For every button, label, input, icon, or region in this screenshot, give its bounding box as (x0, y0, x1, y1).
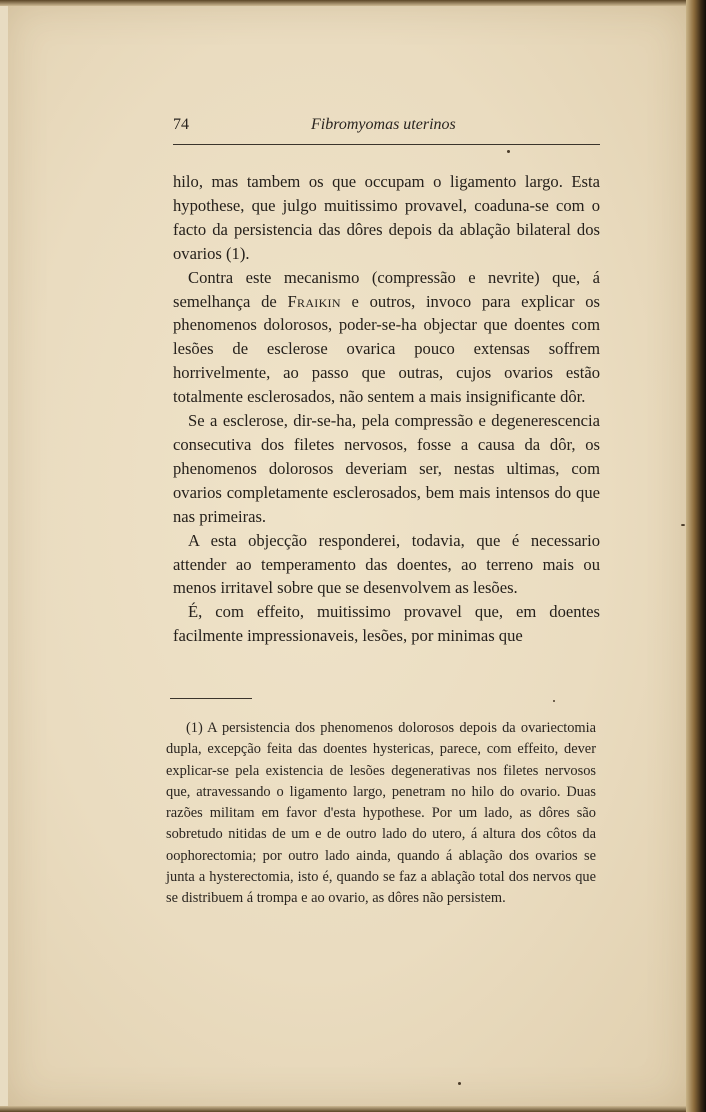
footnote-rule (170, 698, 252, 699)
footnote (166, 718, 596, 910)
paragraph-1: hilo, mas tambem os que occupam o ligamento largo. Esta hypothese, que julgo muitissimo provavel, coaduna-se com o facto da persistencia das dôres depois da ablação bilateral dos ovarios (1). (173, 172, 600, 263)
paper-speck (553, 700, 555, 702)
paragraph-2 (173, 266, 600, 409)
paper-speck (681, 524, 685, 526)
page-number: 74 (173, 116, 189, 133)
book-spine-shadow (686, 0, 706, 1112)
top-edge (0, 0, 706, 6)
main-text (173, 170, 600, 648)
running-title: Fibromyomas uterinos (311, 116, 456, 133)
header-rule (173, 144, 600, 145)
bottom-edge (0, 1106, 706, 1112)
author-name-fraikin: Fraikin (287, 291, 341, 311)
page-header (173, 116, 600, 142)
paper-speck (458, 1082, 461, 1085)
paragraph-2-start: Contra este mecanismo (compressão e nevrite) que, á semelhança de (173, 267, 600, 311)
paragraph-2-end: e outros, invoco para explicar os phenomenos dolorosos, poder-se-ha objectar que doentes com lesões de esclerose ovarica pouco extensas soffrem horrivelmente, ao passo que outras, cujos ovarios estão totalmente esclerosados, não sentem a mais insignificante dôr. (173, 291, 600, 407)
paragraph-3: Se a esclerose, dir-se-ha, pela compressão e degenerescencia consecutiva dos filetes nervosos, fosse a causa da dôr, os phenomenos dolorosos deveriam ser, nestas ultimas, com ovarios completamente esclerosados, bem mais intensos do que nas primeiras. (173, 411, 600, 526)
paragraph-5: É, com effeito, muitissimo provavel que, em doentes facilmente impressionaveis, lesões, por minimas que (173, 602, 600, 646)
footnote-1: (1) A persistencia dos phenomenos dolorosos depois da ovariectomia dupla, excepção feita das doentes hystericas, parece, com effeito, dever explicar-se pela existencia de lesões degenerativas nos filetes nervosos que, atravessando o ligamento largo, penetram no hilo do ovario. Duas razões militam em favor d'esta hypothese. Por um lado, as dôres são sobretudo nitidas de um e de outro lado do utero, á altura dos côtos da oophorectomia; por outro lado ainda, quando á ablação dos ovarios se junta a hysterectomia, isto é, quando se faz a ablação total dos nervos que se distribuem á trompa e ao ovario, as dôres não persistem. (166, 720, 596, 907)
paper-speck (507, 150, 510, 153)
paragraph-4: A esta objecção responderei, todavia, que é necessario attender ao temperamento das doentes, ao terreno mais ou menos irritavel sobre que se desenvolvem as lesões. (173, 530, 600, 598)
